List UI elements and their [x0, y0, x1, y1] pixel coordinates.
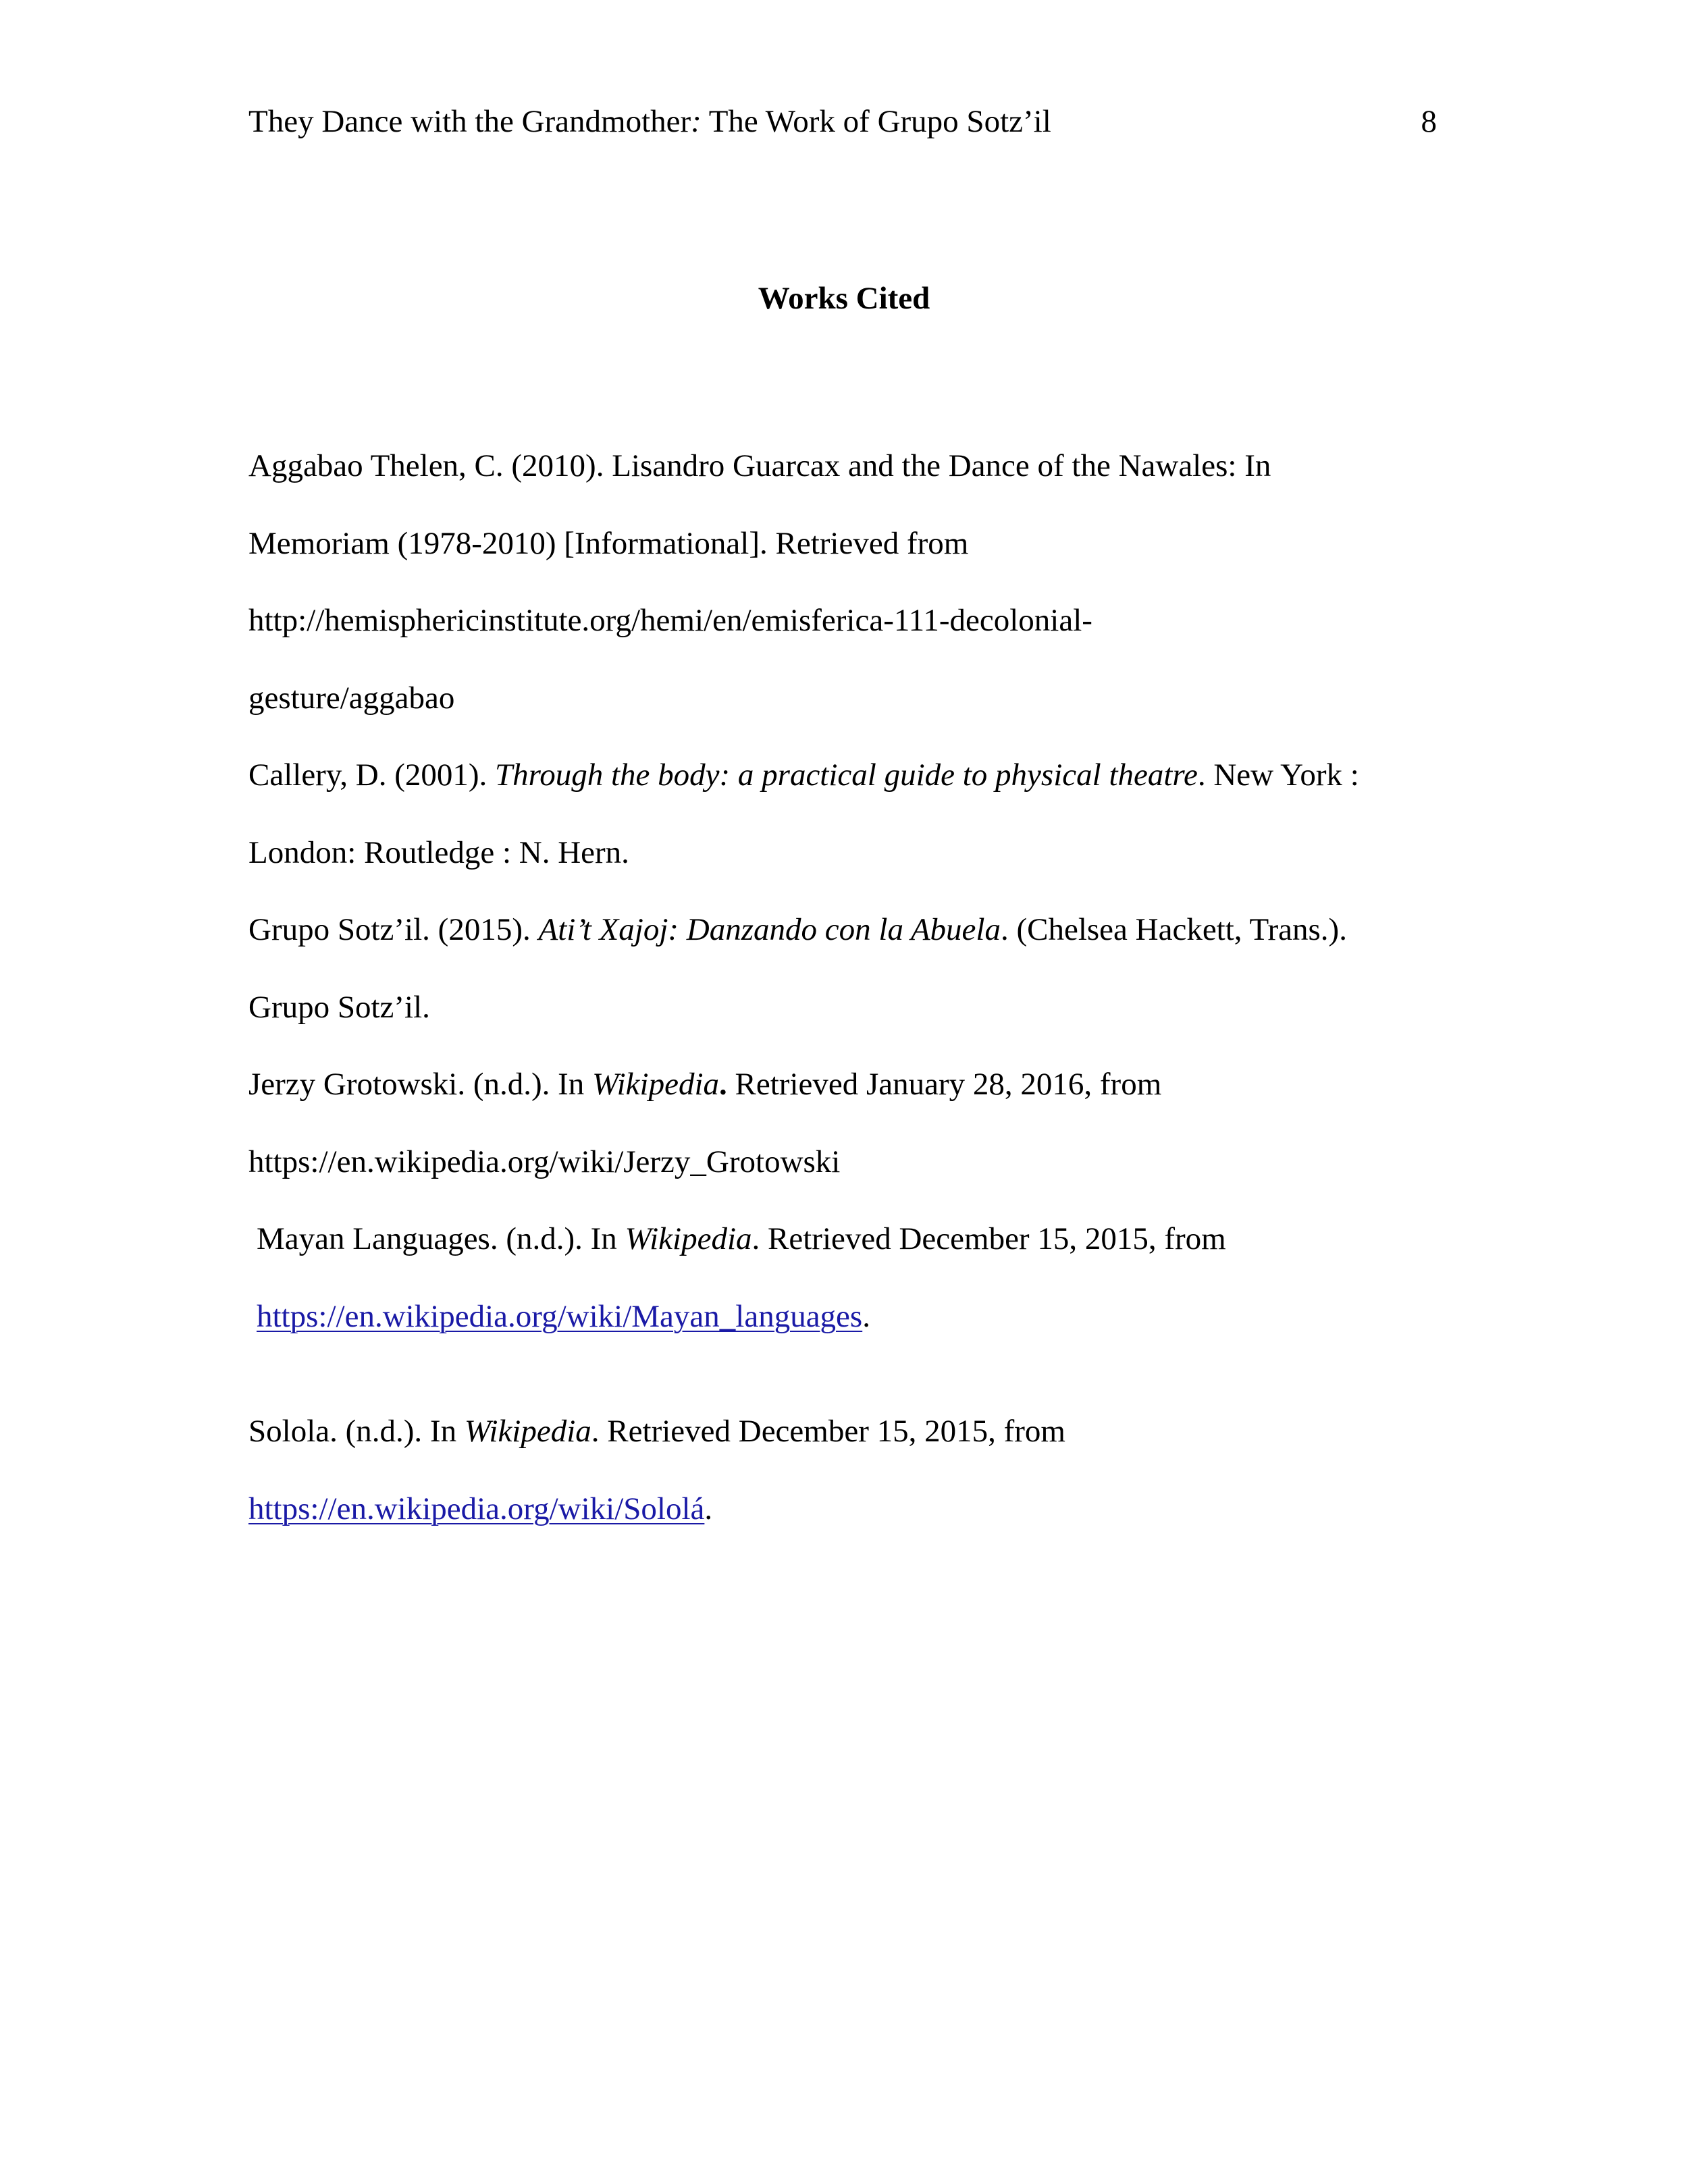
- reference-grupo-sotzil: [248, 891, 1450, 1046]
- page-number: 8: [1421, 104, 1437, 139]
- reference-aggabao: [248, 427, 1450, 737]
- reference-line: Mayan Languages. (n.d.). In Wikipedia. Retrieved December 15, 2015, from: [257, 1221, 1226, 1256]
- reference-line: Grupo Sotz’il.: [248, 989, 430, 1025]
- reference-line: London: Routledge : N. Hern.: [248, 834, 629, 870]
- reference-line: Aggabao Thelen, C. (2010). Lisandro Guarcax and the Dance of the Nawales: In: [248, 448, 1271, 483]
- source-title: Wikipedia: [625, 1221, 752, 1256]
- running-head: [248, 100, 1437, 143]
- reference-url: https://en.wikipedia.org/wiki/Jerzy_Grotowski: [248, 1144, 841, 1179]
- reference-grotowski: [248, 1046, 1450, 1200]
- reference-line: Solola. (n.d.). In Wikipedia. Retrieved December 15, 2015, from: [248, 1414, 1065, 1449]
- running-head-colon: :: [691, 104, 702, 139]
- reference-line: Jerzy Grotowski. (n.d.). In Wikipedia. Retrieved January 28, 2016, from: [248, 1067, 1162, 1102]
- solola-link[interactable]: https://en.wikipedia.org/wiki/Sololá: [248, 1491, 705, 1526]
- reference-line: https://en.wikipedia.org/wiki/Sololá.: [248, 1491, 713, 1526]
- book-title: Through the body: a practical guide to physical theatre: [495, 757, 1198, 793]
- reference-url: http://hemisphericinstitute.org/hemi/en/emisferica-111-decolonial-: [248, 603, 1092, 638]
- reference-callery: [248, 737, 1450, 891]
- reference-mayan-languages: [248, 1200, 1450, 1355]
- reference-solola: [248, 1393, 1450, 1547]
- reference-line: Memoriam (1978-2010) [Informational]. Retrieved from: [248, 525, 969, 561]
- reference-list: [248, 427, 1450, 1547]
- work-title: Ati’t Xajoj: Danzando con la Abuela: [538, 912, 1001, 947]
- mayan-languages-link[interactable]: https://en.wikipedia.org/wiki/Mayan_languages: [257, 1298, 863, 1334]
- reference-line: Grupo Sotz’il. (2015). Ati’t Xajoj: Danzando con la Abuela. (Chelsea Hackett, Trans.).: [248, 912, 1347, 947]
- running-head-title: They Dance with the Grandmother: The Work of Grupo Sotz’il: [248, 104, 1051, 139]
- source-title: Wikipedia: [592, 1067, 720, 1102]
- source-title: Wikipedia: [464, 1414, 591, 1449]
- reference-line: https://en.wikipedia.org/wiki/Mayan_languages.: [257, 1298, 870, 1334]
- works-cited-heading: Works Cited: [758, 281, 930, 316]
- bold-period: .: [719, 1067, 727, 1102]
- reference-url: gesture/aggabao: [248, 680, 455, 716]
- reference-line: Callery, D. (2001). Through the body: a practical guide to physical theatre. New York :: [248, 757, 1359, 793]
